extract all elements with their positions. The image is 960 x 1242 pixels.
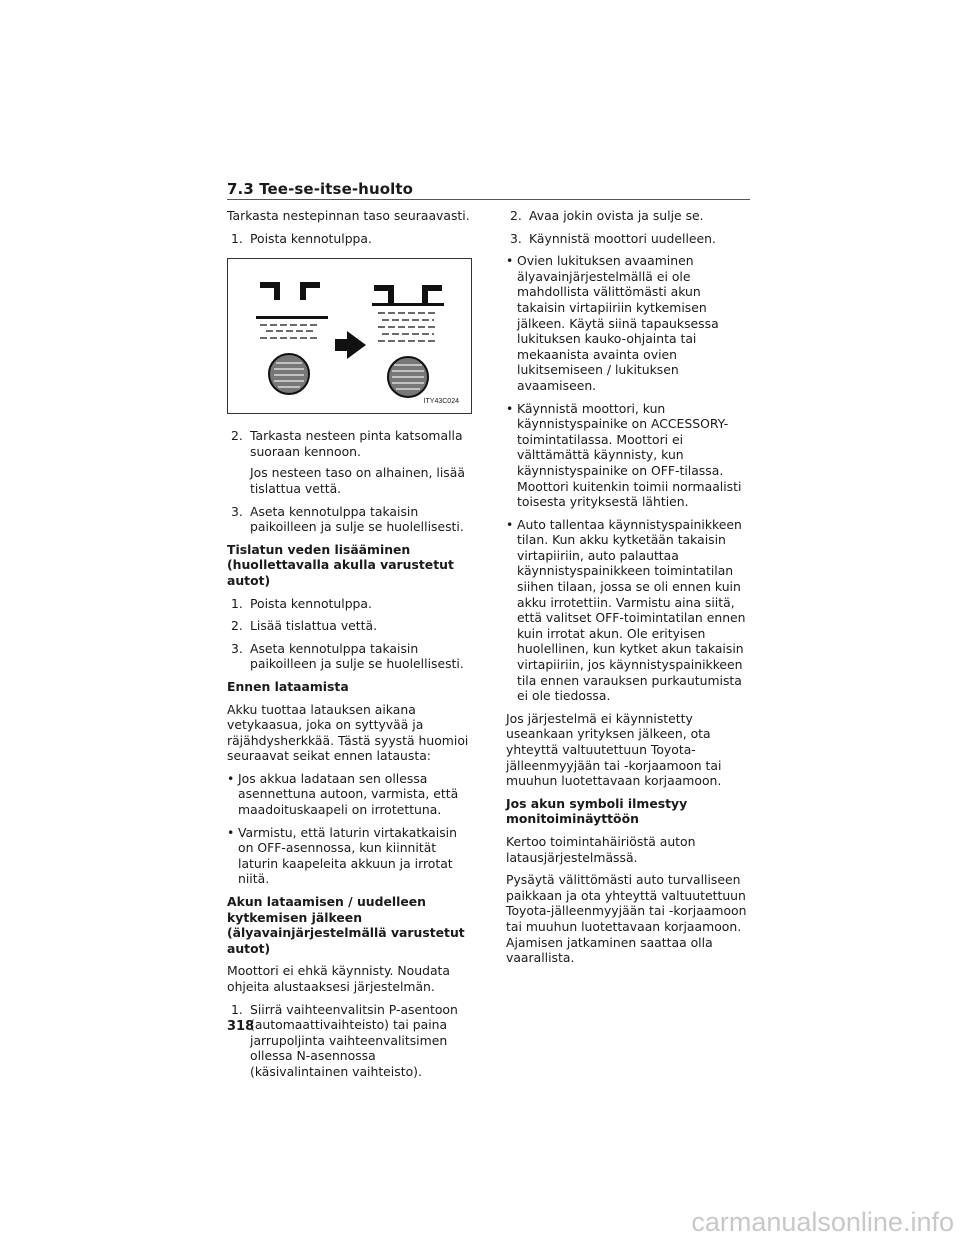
battery-symbol-text: Kertoo toimintahäiriöstä auton latausjärjestelmässä.: [506, 833, 696, 865]
after-step: 1. Siirrä vaihteenvalitsin P-asentoon (automaattivaihteisto) tai paina jarrupoljinta vaihteenvalitsimen ollessa N-asennossa (käsivalintainen vaihteisto).: [231, 1001, 458, 1079]
after-step: 2. Avaa jokin ovista ja sulje se.: [510, 208, 704, 223]
system-not-started-text: Jos järjestelmä ei käynnistetty useankaan yrityksen jälkeen, ota yhteyttä valtuutettuun Toyota-jälleenmyyjään tai -korjaamoon tai muuhun luotettavaan korjaamoon.: [506, 710, 722, 789]
fluid-level-illustration: [228, 259, 471, 413]
section-title: 7.3 Tee-se-itse-huolto: [227, 180, 414, 198]
section-divider: [227, 199, 750, 200]
step-replace-plug: 3. Aseta kennotulppa takaisin paikoilleen ja sulje se huolellisesti.: [231, 503, 464, 535]
left-column: [227, 208, 472, 1087]
heading-distilled-water: Tislatun veden lisääminen (huollettavalla akulla varustetut autot): [227, 541, 454, 588]
after-step: 3. Käynnistä moottori uudelleen.: [510, 230, 716, 246]
watermark: carmanualsonline.info: [691, 1207, 954, 1237]
after-charging-text: Moottori ei ehkä käynnisty. Noudata ohjeita alustaaksesi järjestelmän.: [227, 963, 450, 994]
intro-text: Tarkasta nestepinnan taso seuraavasti.: [227, 208, 470, 223]
note-bullet: • Auto tallentaa käynnistyspainikkeen tilan. Kun akku kytketään takaisin virtapiiriin, auto palauttaa käynnistyspainikkeen toimintatilan siihen tilaan, jossa se oli ennen kuin akku irrotettiin. Varmistu aina siitä, että valitset OFF-toimintatilan ennen kuin irrotat akun. Ole erityisen huolellinen, kun kytket akun takaisin virtapiiriin, jos käynnistyspainikkeen tila ennen varauksen purkautumista ei ole tiedossa.: [506, 516, 746, 704]
note-bullet: • Käynnistä moottori, kun käynnistyspainike on ACCESSORY-toimintatilassa. Moottori ei välttämättä käynnisty, kun käynnistyspainike on OFF-tilassa. Moottori kuitenkin toimii normaalisti toisesta yrityksestä lähtien.: [506, 400, 742, 510]
water-step: 2. Lisää tislattua vettä.: [231, 618, 378, 634]
fluid-level-figure: [227, 258, 472, 414]
step-check-level: 2. Tarkasta nesteen pinta katsomalla suoraan kennoon.: [231, 428, 463, 459]
heading-before-charging: Ennen lataamista: [227, 678, 349, 694]
note-bullet: • Ovien lukituksen avaaminen älyavainjärjestelmällä ei ole mahdollista välittömästi akun takaisin virtapiiriin kytkemisen jälkeen. Käytä siinä tapauksessa lukituksen kauko-ohjainta tai mekaanista avainta ovien lukitsemiseen / lukituksen avaamiseen.: [506, 253, 719, 393]
figure-code: ITY43C024: [423, 397, 459, 405]
water-step: 3. Aseta kennotulppa takaisin paikoilleen ja sulje se huolellisesti.: [231, 640, 464, 672]
step-remove-plug: 1. Poista kennotulppa.: [231, 230, 372, 246]
right-column: [506, 208, 750, 973]
water-step: 1. Poista kennotulppa.: [231, 595, 372, 611]
heading-battery-symbol: Jos akun symboli ilmestyy monitoiminäyttöön: [506, 795, 688, 827]
before-charging-text: Akku tuottaa latauksen aikana vetykaasua, joka on syttyvää ja räjähdysherkkää. Tästä syystä huomioi seuraavat seikat ennen latausta:: [227, 701, 469, 764]
before-charging-bullet: • Jos akkua ladataan sen ollessa asennettuna autoon, varmista, että maadoituskaapeli on irrotettuna.: [227, 770, 459, 818]
heading-after-charging: Akun lataamisen / uudelleen kytkemisen jälkeen (älyavainjärjestelmällä varustetut autot): [227, 894, 465, 956]
battery-symbol-warning: Pysäytä välittömästi auto turvalliseen paikkaan ja ota yhteyttä valtuutettuun Toyota-jälleenmyyjään tai -korjaamoon tai muuhun luotettavaan korjaamoon. Ajamisen jatkaminen saattaa olla vaarallista.: [506, 872, 747, 966]
before-charging-bullet: • Varmistu, että laturin virtakatkaisin on OFF-asennossa, kun kiinnität laturin kaapeleita akkuun ja irrotat niitä.: [227, 824, 457, 887]
step-check-level-note: Jos nesteen taso on alhainen, lisää tislattua vettä.: [250, 465, 465, 496]
page-number: 318: [227, 1019, 255, 1034]
